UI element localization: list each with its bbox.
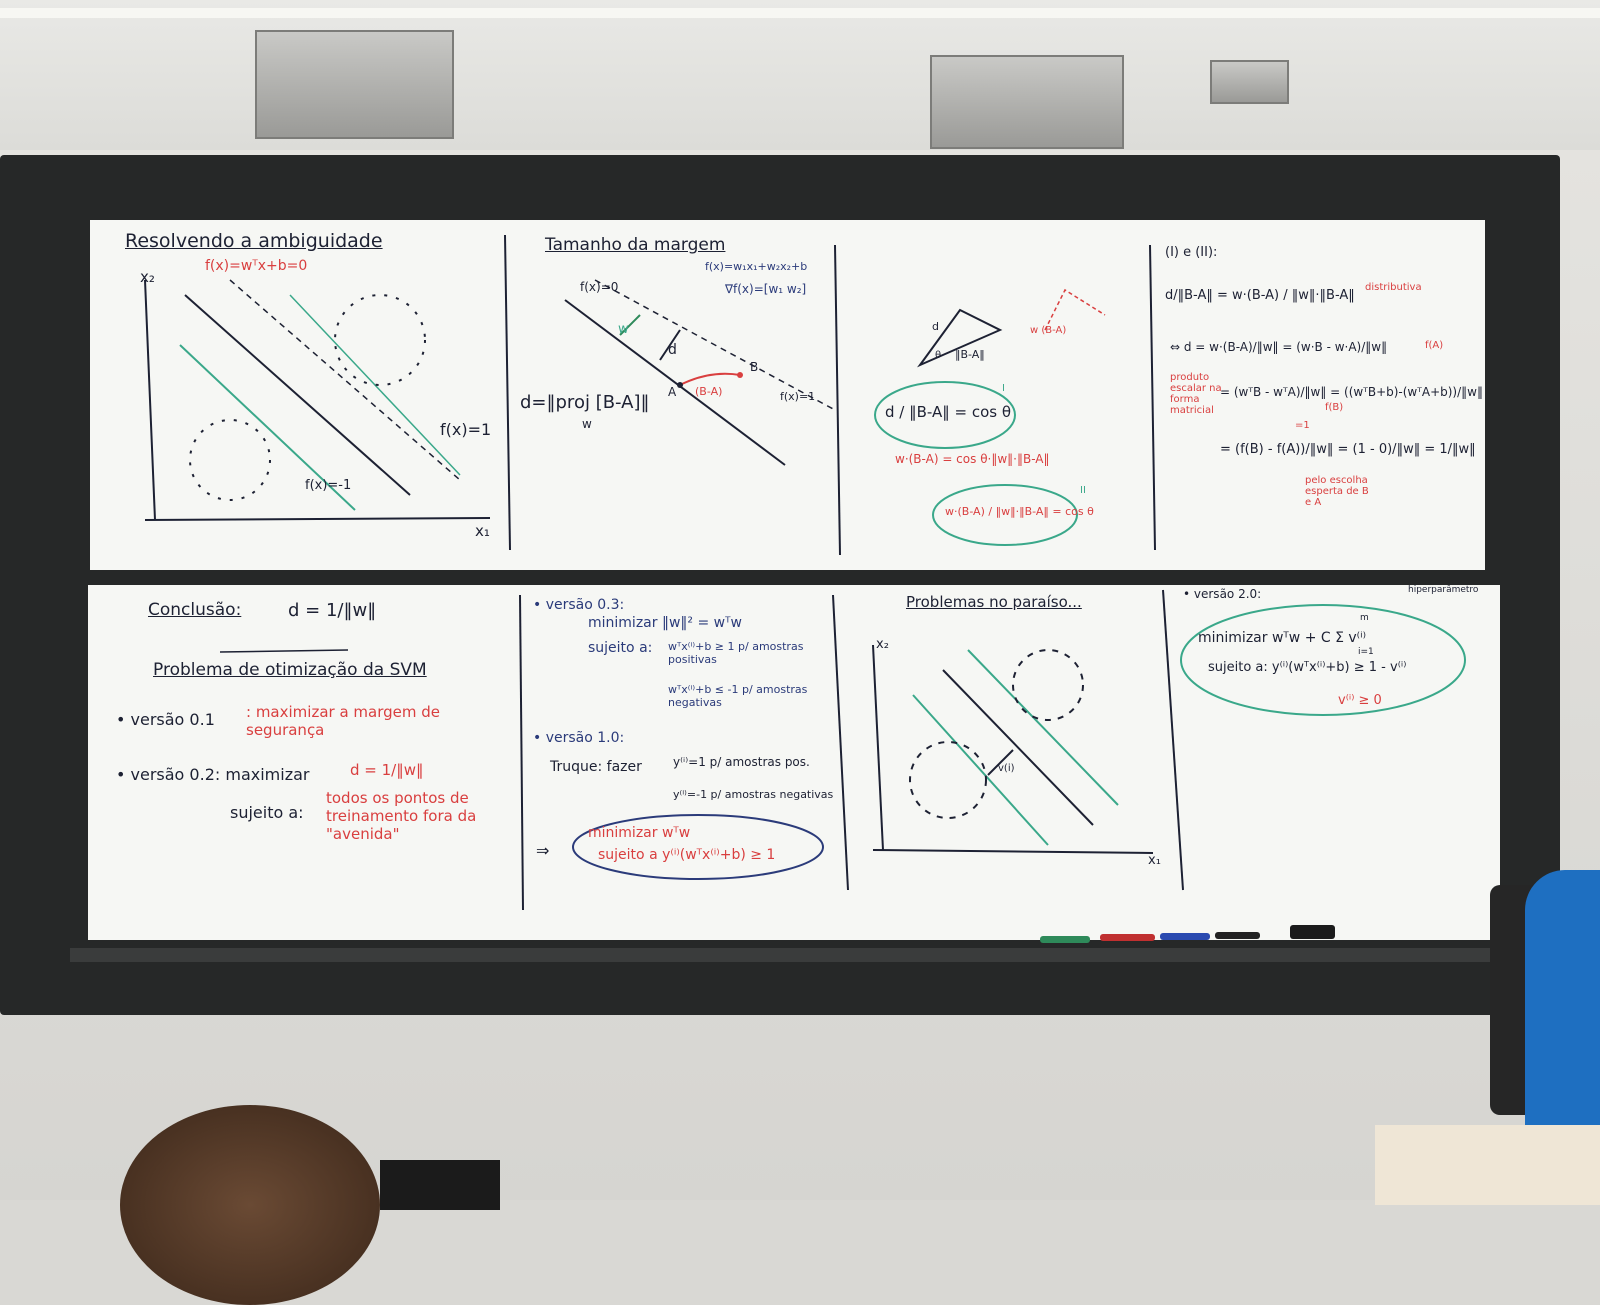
panel8-v20: • versão 2.0: [1183, 587, 1262, 601]
panel2-fx: f(x)=w₁x₁+w₂x₂+b [705, 260, 808, 273]
panel5-d-eq: d = 1/‖w‖ [288, 600, 377, 621]
panel3-theta: θ [935, 350, 942, 361]
panel4-eq-eq1: =1 [1295, 420, 1310, 431]
ceiling [0, 0, 1600, 150]
panel4-eq4: = (f(B) - f(A))/‖w‖ = (1 - 0)/‖w‖ = 1/‖w‖ [1220, 442, 1476, 457]
panel5-conclusao: Conclusão: [148, 600, 242, 620]
panel2-A: A [668, 385, 677, 399]
panel2-B: B [750, 360, 759, 374]
panel1-x1-label: x₁ [475, 522, 490, 540]
panel6-res1: minimizar wᵀw [588, 825, 691, 841]
panel6-t1: y⁽ⁱ⁾=1 p/ amostras pos. [673, 755, 810, 769]
panel8-hiper: hiperparâmetro [1408, 585, 1479, 595]
panel4-eq1: d/‖B-A‖ = w·(B-A) / ‖w‖·‖B-A‖ [1165, 288, 1355, 303]
panel3-roman1: I [1002, 383, 1005, 394]
monitor [380, 1160, 500, 1210]
panel1-x2-label: x₂ [140, 268, 155, 286]
panel6-res2: sujeito a y⁽ⁱ⁾(wᵀx⁽ⁱ⁾+b) ≥ 1 [598, 847, 776, 863]
panel1-title: Resolvendo a ambiguidade [125, 230, 383, 252]
black-marker [1215, 932, 1260, 939]
panel4-fA: f(A) [1425, 340, 1444, 351]
air-vent-left [255, 30, 454, 139]
student-head [120, 1105, 380, 1305]
desk [1375, 1125, 1600, 1205]
panel5-sujeito: sujeito a: [230, 803, 304, 822]
panel7-title: Problemas no paraíso... [906, 593, 1082, 611]
panel6-c2: wᵀx⁽ⁱ⁾+b ≤ -1 p/ amostras negativas [668, 683, 808, 709]
panel4-dist-note: distributiva [1365, 282, 1422, 293]
panel3-small: w (B-A) [1030, 325, 1067, 336]
panel3-hyp: ‖B-A‖ [955, 348, 985, 361]
panel6-c1: wᵀx⁽ⁱ⁾+b ≥ 1 p/ amostras positivas [668, 640, 804, 666]
panel2-d: d [668, 342, 677, 358]
panel2-w: w [618, 322, 629, 337]
panel4-fB: f(B) [1325, 402, 1344, 413]
ceiling-fixture [1210, 60, 1289, 104]
panel3-roman2: II [1080, 485, 1086, 496]
panel6-sujeito: sujeito a: [588, 640, 653, 656]
panel4-note-pelo: pelo escolha esperta de B e A [1305, 475, 1369, 508]
panel6-min: minimizar ‖w‖² = wᵀw [588, 615, 742, 631]
whiteboard-upper [90, 220, 1485, 570]
panel3-eq: w·(B-A) = cos θ·‖w‖·‖B-A‖ [895, 452, 1050, 466]
panel5-problema: Problema de otimização da SVM [153, 660, 427, 680]
panel4-eq3: = (wᵀB - wᵀA)/‖w‖ = ((wᵀB+b)-(wᵀA+b))/‖w‖ [1220, 385, 1483, 399]
panel5-v01: • versão 0.1 [116, 710, 215, 729]
panel8-min: minimizar wᵀw + C Σ v⁽ⁱ⁾ [1198, 630, 1367, 646]
air-vent-center [930, 55, 1124, 149]
panel2-sub: w [582, 417, 592, 431]
panel5-v01-text: : maximizar a margem de segurança [246, 703, 440, 739]
ceiling-light [0, 8, 1600, 18]
panel3-d: d [932, 320, 939, 333]
panel2-fx1: f(x)=1 [780, 390, 816, 403]
panel1-eq-f1: f(x)=1 [440, 420, 492, 439]
panel6-arrow: ⇒ [536, 841, 550, 860]
red-marker [1100, 934, 1155, 941]
panel6-truque: Truque: fazer [550, 759, 642, 775]
panel2-grad: ∇f(x)=[w₁ w₂] [725, 282, 807, 296]
marker-tray [70, 948, 1510, 962]
panel7-v-label: v(i) [998, 763, 1015, 774]
panel4-header: (I) e (II): [1165, 245, 1218, 260]
whiteboard-lower [88, 585, 1500, 940]
panel3-frac2: w·(B-A) / ‖w‖·‖B-A‖ = cos θ [945, 505, 1094, 518]
panel4-eq2: ⇔ d = w·(B-A)/‖w‖ = (w·B - w·A)/‖w‖ [1170, 340, 1388, 354]
panel5-todos: todos os pontos de treinamento fora da "avenida" [326, 789, 477, 843]
panel8-pos: v⁽ⁱ⁾ ≥ 0 [1338, 693, 1382, 708]
panel6-t2: y⁽ⁱ⁾=-1 p/ amostras negativas [673, 788, 834, 801]
panel7-x1-label: x₁ [1148, 853, 1161, 868]
panel8-sum-top: m [1360, 613, 1369, 623]
panel1-eq-top: f(x)=wᵀx+b=0 [205, 258, 308, 274]
panel8-sub: sujeito a: y⁽ⁱ⁾(wᵀx⁽ⁱ⁾+b) ≥ 1 - v⁽ⁱ⁾ [1208, 660, 1407, 675]
panel5-v02: • versão 0.2: maximizar [116, 765, 310, 784]
panel2-fx0: f(x)=0 [580, 280, 619, 294]
person-blue-shirt [1525, 870, 1600, 1130]
panel7-x2-label: x₂ [876, 637, 889, 652]
panel2-title: Tamanho da margem [545, 235, 726, 255]
panel8-sum-bot: i=1 [1358, 647, 1374, 657]
panel5-v02-eq: d = 1/‖w‖ [350, 761, 424, 779]
panel1-eq-fminus1: f(x)=-1 [305, 478, 352, 493]
panel6-v10: • versão 1.0: [533, 730, 625, 746]
panel2-BA: (B-A) [695, 385, 723, 398]
green-marker [1040, 936, 1090, 943]
panel2-dist: d=‖proj [B-A]‖ [520, 392, 650, 413]
eraser [1290, 925, 1335, 939]
panel6-v03: • versão 0.3: [533, 597, 625, 613]
blue-marker [1160, 933, 1210, 940]
panel4-note-prod: produto escalar na forma matricial [1170, 372, 1222, 416]
panel3-frac: d / ‖B-A‖ = cos θ [885, 403, 1012, 421]
